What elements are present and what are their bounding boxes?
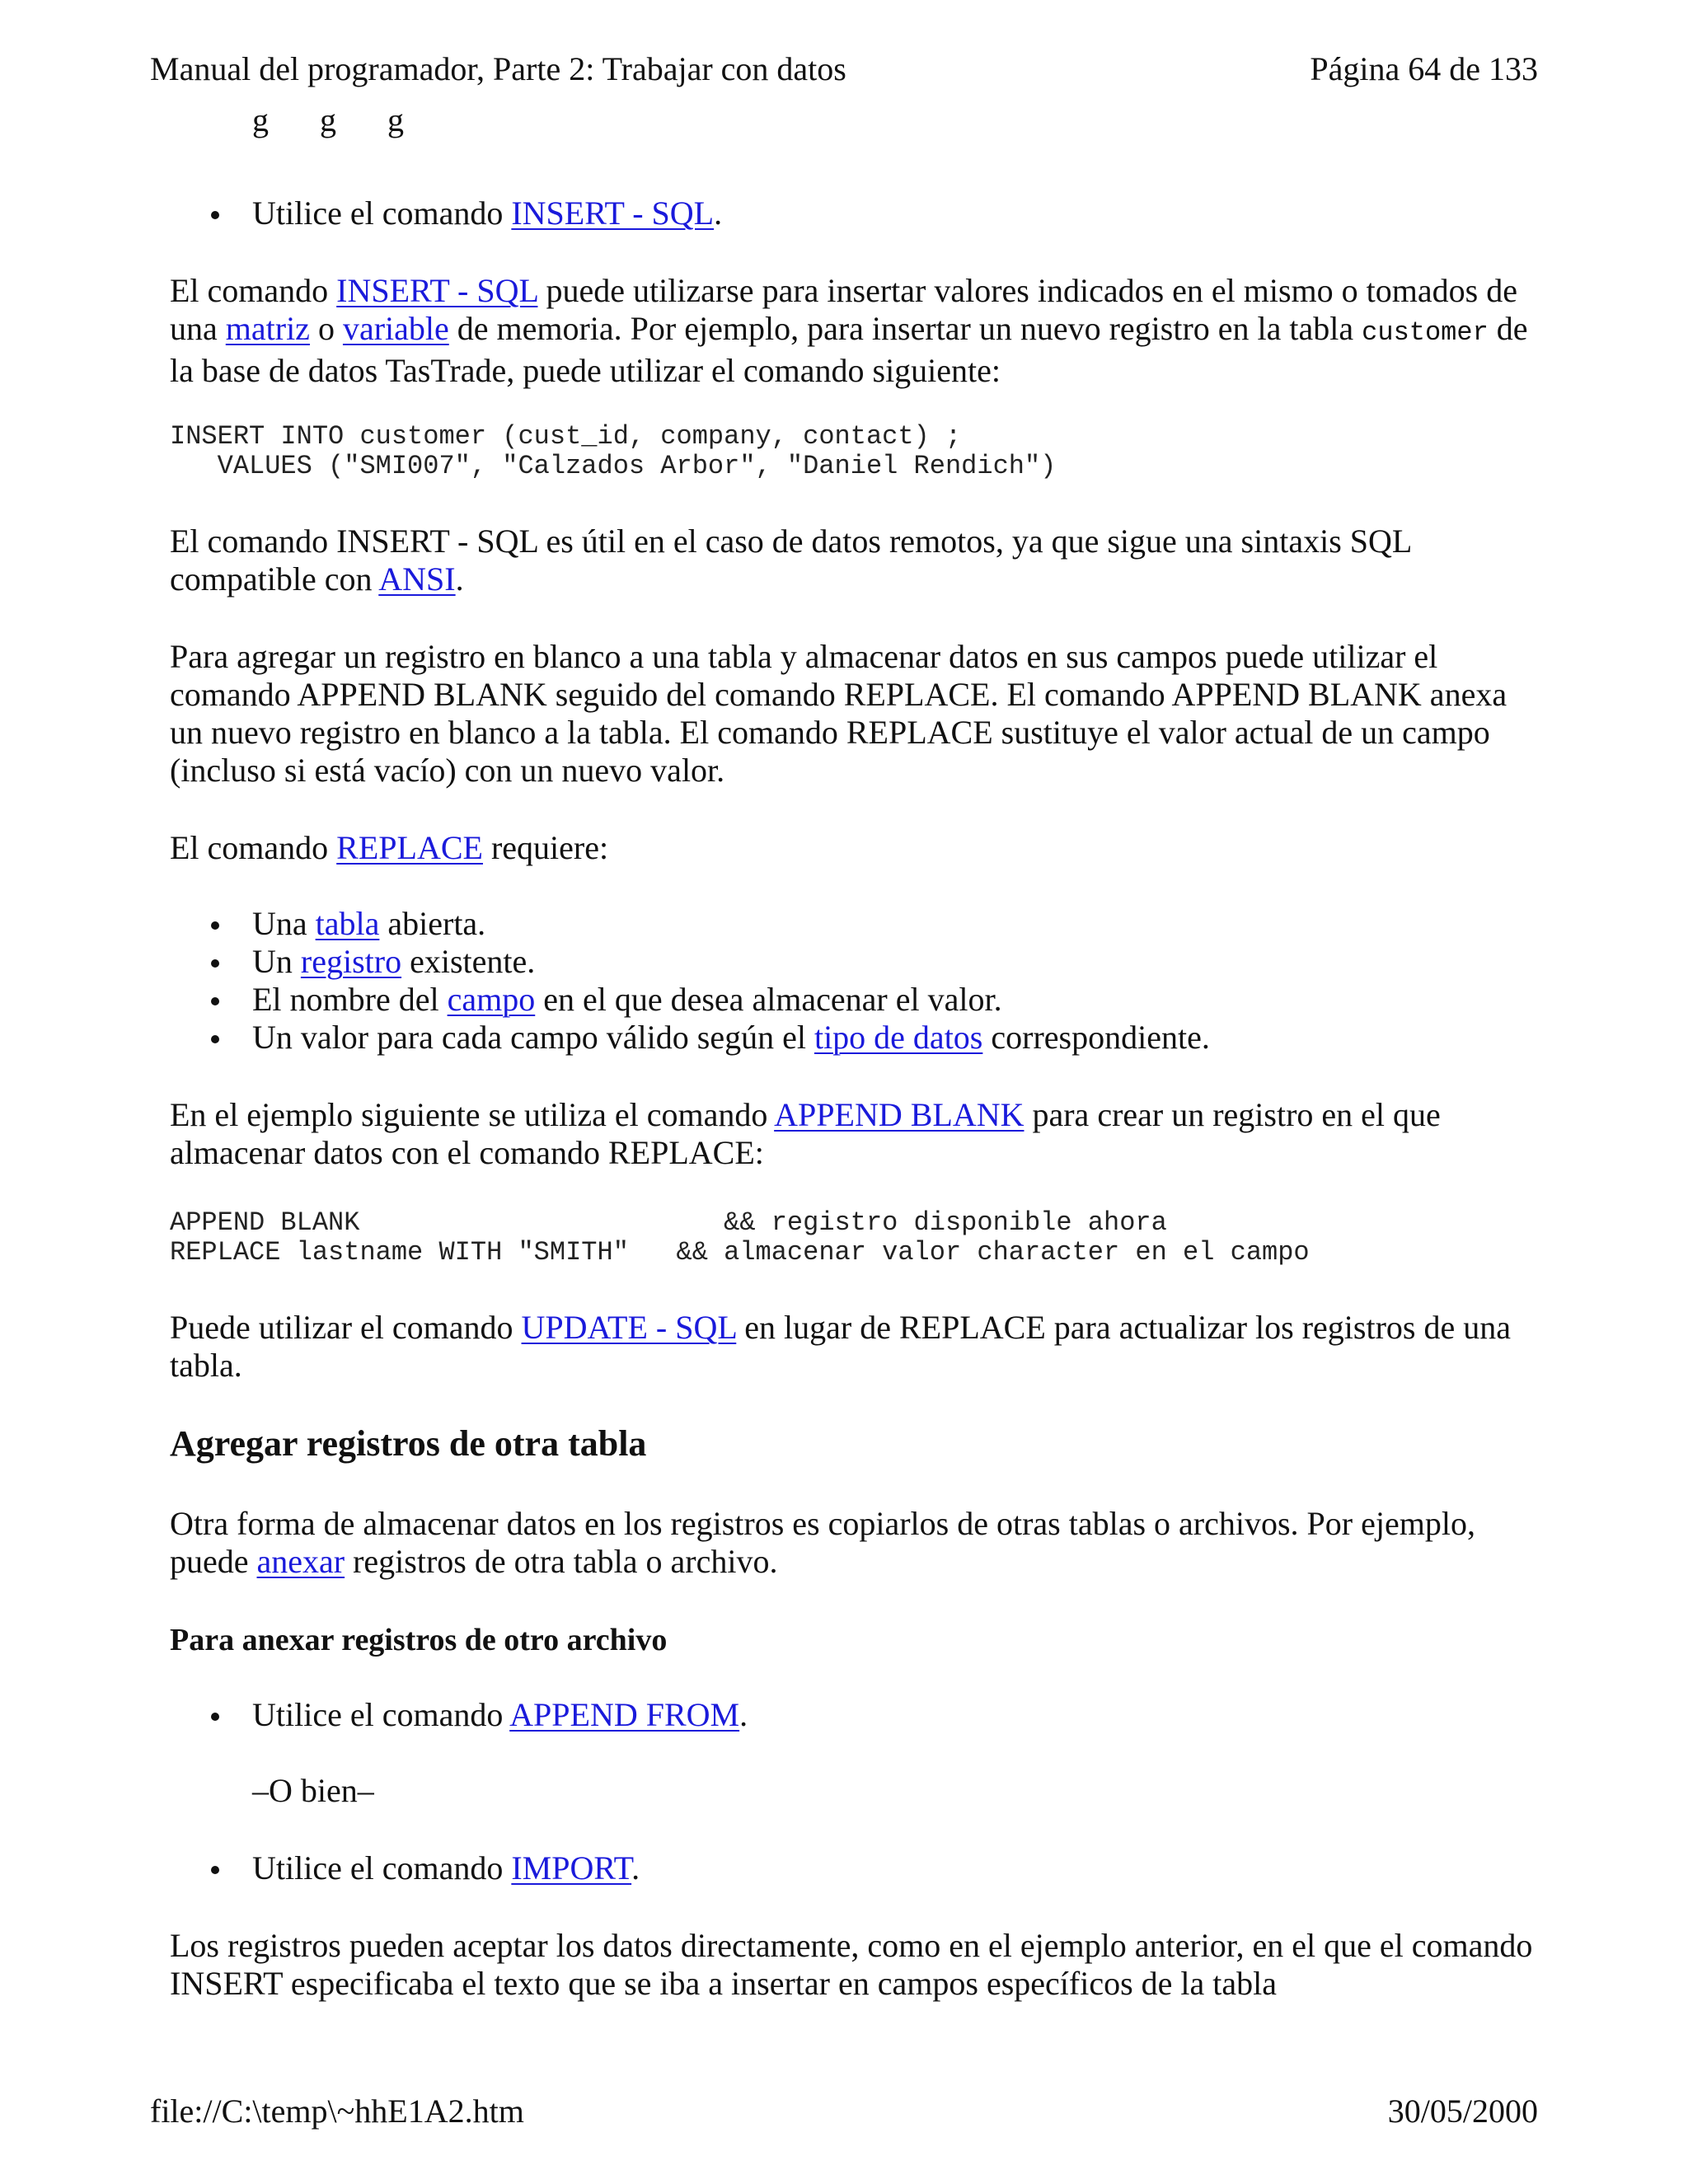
list-item: Utilice el comando IMPORT. bbox=[211, 1849, 640, 1887]
bullet-icon bbox=[211, 211, 219, 219]
paragraph: El comando REPLACE requiere: bbox=[170, 829, 609, 866]
list-item: Un registro existente. bbox=[211, 943, 535, 981]
bullet-icon bbox=[211, 1035, 219, 1043]
procedure-heading: Para anexar registros de otro archivo bbox=[170, 1623, 668, 1657]
file-path: file://C:\temp\~hhE1A2.htm bbox=[150, 2093, 524, 2130]
or-separator: –O bien– bbox=[252, 1772, 374, 1809]
link-matriz[interactable]: matriz bbox=[225, 310, 310, 347]
paragraph: Otra forma de almacenar datos en los registros es copiarlos de otras tablas o archivos. Por ejemplo, puede anexar registros de otra tabla o archivo. bbox=[170, 1505, 1475, 1580]
link-update-sql[interactable]: UPDATE - SQL bbox=[521, 1309, 737, 1346]
link-insert-sql[interactable]: INSERT - SQL bbox=[511, 194, 715, 232]
link-campo[interactable]: campo bbox=[447, 981, 536, 1018]
code-block: INSERT INTO customer (cust_id, company, contact) ; VALUES ("SMI007", "Calzados Arbor", "Daniel Rendich") bbox=[170, 421, 1057, 481]
clipped-previous-line: g g g bbox=[252, 101, 404, 138]
paragraph: El comando INSERT - SQL puede utilizarse para insertar valores indicados en el mismo o tomados de una matriz o variable de memoria. Por ejemplo, para insertar un nuevo registro en la tabla customer de la base de datos TasTrade, puede utilizar el comando siguiente: bbox=[170, 272, 1528, 389]
bullet-icon bbox=[211, 1713, 219, 1721]
bullet-icon bbox=[211, 997, 219, 1005]
section-heading: Agregar registros de otra tabla bbox=[170, 1423, 647, 1464]
bullet-icon bbox=[211, 1866, 219, 1874]
link-append-blank[interactable]: APPEND BLANK bbox=[774, 1096, 1025, 1133]
list-item: Un valor para cada campo válido según el tipo de datos correspondiente. bbox=[211, 1019, 1210, 1057]
link-anexar[interactable]: anexar bbox=[256, 1543, 345, 1580]
link-registro[interactable]: registro bbox=[300, 943, 402, 980]
inline-code: customer bbox=[1362, 317, 1489, 348]
code-block: APPEND BLANK && registro disponible ahora REPLACE lastname WITH "SMITH" && almacenar valor character en el campo bbox=[170, 1207, 1310, 1268]
link-tabla[interactable]: tabla bbox=[315, 905, 380, 942]
list-item: Utilice el comando INSERT - SQL. bbox=[211, 194, 722, 232]
link-variable[interactable]: variable bbox=[342, 310, 449, 347]
page-number: Página 64 de 133 bbox=[1310, 50, 1538, 87]
list-item: Una tabla abierta. bbox=[211, 905, 485, 943]
link-insert-sql[interactable]: INSERT - SQL bbox=[336, 272, 538, 309]
paragraph-clipped: Los registros pueden aceptar los datos directamente, como en el ejemplo anterior, en el que el comando INSERT especificaba el texto que se iba a insertar en campos específicos de la tabla bbox=[170, 1927, 1533, 2002]
link-replace[interactable]: REPLACE bbox=[336, 829, 483, 866]
paragraph: Puede utilizar el comando UPDATE - SQL en lugar de REPLACE para actualizar los registros de una tabla. bbox=[170, 1309, 1511, 1384]
link-tipo-de-datos[interactable]: tipo de datos bbox=[814, 1019, 983, 1056]
paragraph: Para agregar un registro en blanco a una tabla y almacenar datos en sus campos puede utilizar el comando APPEND BLANK seguido del comando REPLACE. El comando APPEND BLANK anexa un nuevo registro en blanco a la tabla. El comando REPLACE sustituye el valor actual de un campo (incluso si está vacío) con un nuevo valor. bbox=[170, 638, 1507, 789]
print-date: 30/05/2000 bbox=[1387, 2093, 1538, 2130]
page-header-title: Manual del programador, Parte 2: Trabajar con datos bbox=[150, 50, 846, 87]
paragraph: El comando INSERT - SQL es útil en el caso de datos remotos, ya que sigue una sintaxis SQL compatible con ANSI. bbox=[170, 523, 1411, 598]
document-content bbox=[170, 0, 1538, 2002]
list-item: El nombre del campo en el que desea almacenar el valor. bbox=[211, 981, 1002, 1019]
paragraph: En el ejemplo siguiente se utiliza el comando APPEND BLANK para crear un registro en el que almacenar datos con el comando REPLACE: bbox=[170, 1096, 1441, 1171]
bullet-icon bbox=[211, 959, 219, 968]
list-item: Utilice el comando APPEND FROM. bbox=[211, 1696, 748, 1734]
link-ansi[interactable]: ANSI bbox=[378, 560, 456, 598]
bullet-icon bbox=[211, 921, 219, 930]
link-append-from[interactable]: APPEND FROM bbox=[509, 1696, 740, 1733]
link-import[interactable]: IMPORT bbox=[511, 1849, 632, 1886]
